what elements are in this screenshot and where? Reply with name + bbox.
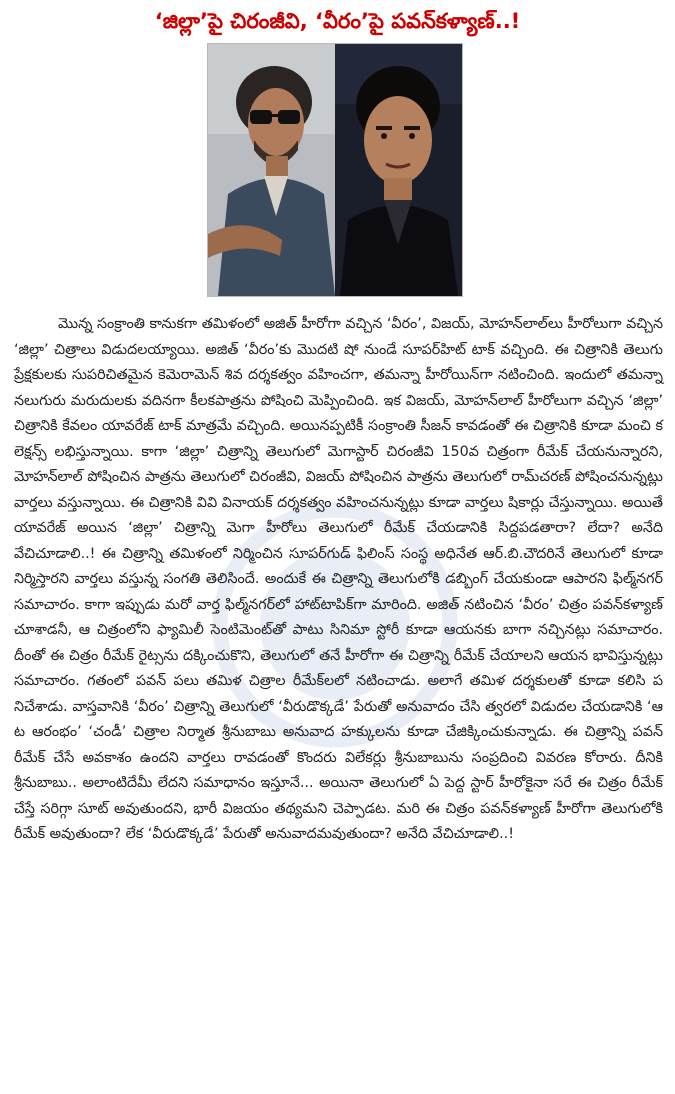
sunglasses-man-portrait-icon [208,44,335,296]
article-body: మొన్న సంక్రాంతి కానుకగా తమిళంలో అజిత్‌ హీరోగా వచ్చిన ‘వీరం’, విజయ్‌, మోహన్‌లాల్‌లు హీరోలుగా వచ్చిన ‘జిల్లా’ చిత్రాలు విడుదలయ్యాయి. అజిత్‌ ‘వీరం’కు మొదటి షో నుండే సూపర్‌హిట్‌ టాక్‌ వచ్చింది. ఈ చిత్రానికి తెలుగు ప్రేక్షకులకు సుపరిచితమైన కెమెరామెన్‌ శివ దర్శకత్వం వహించగా, తమన్నా హీరోయిన్‌గా నటించింది. ఇందులో తమన్నా నలుగురు మరుదులకు వదినగా కీలకపాత్రను పోషించి మెప్పించింది. ఇక విజయ్‌, మోహన్‌లాల్‌ హీరోలుగా వచ్చిన ‘జిల్లా’ చిత్రానికి కేవలం యావరేజ్‌ టాక్‌ మాత్రమే వచ్చింది. అయినప్పటికీ సంక్రాంతి సీజన్‌ కావడంతో ఈ చిత్రానికి కూడా మంచి కలెక్షన్స్‌ లభిస్తున్నాయి. కాగా ‘జిల్లా’ చిత్రాన్ని తెలుగులో మెగాస్టార్‌ చిరంజీవి 150వ చిత్రంగా రీమేక్‌ చేయనున్నారని, మోహన్‌లాల్‌ పోషించిన పాత్రను తెలుగులో చిరంజీవి, విజయ్‌ పోషించిన పాత్రను తెలుగులో రామ్‌చరణ్‌ పోషించనున్నట్లు వార్తలు వస్తున్నాయి. ఈ చిత్రానికి వివి వినాయక్‌ దర్శకత్వం వహించనున్నట్లు కూడా వార్తలు షికార్లు చేస్తున్నాయి. అయితే యావరేజ్‌ అయిన ‘జిల్లా’ చిత్రాన్ని మెగా హీరోలు తెలుగులో రీమేక్‌ చేయడానికి సిద్దపడతారా? లేదా? అనేది వేచిచూడాలి..! ఈ చిత్రాన్ని తమిళంలో నిర్మించిన సూపర్‌గుడ్‌ ఫిలింస్‌ సంస్థ అధినేత ఆర్‌.బి.చౌదరినే తెలుగులో కూడా నిర్మిస్తారని వార్తలు వస్తున్న సంగతి తెలిసిందే. అందుకే ఈ చిత్రాన్ని తెలుగులోకి డబ్బింగ్‌ చేయకుండా ఆపారని ఫిల్మ్‌నగర్‌ సమాచారం. కాగా ఇప్పుడు మరో వార్త ఫిల్మ్‌నగర్‌లో హాట్‌టాపిక్‌గా మారింది. అజిత్‌ నటించిన ‘వీరం’ చిత్రం పవన్‌కళ్యాణ్‌ చూశాడనీ, ఆ చిత్రంలోని ఫ్యామిలీ సెంటిమెంట్‌తో పాటు సినిమా స్టోరీ కూడా ఆయనకు బాగా నచ్చినట్లు సమాచారం. దీంతో ఈ చిత్రం రీమేక్‌ రైట్సను దక్కించుకొని, తెలుగులో తనే హీరోగా ఈ చిత్రాన్ని రీమేక్‌ చేయాలని ఆయన భావిస్తున్నట్లు సమాచారం. గతంలో పవన్‌ పలు తమిళ చిత్రాల రీమేక్‌లలో నటించాడు. అలాగే తమిళ దర్శకులతో కూడా కలిసి పనిచేశాడు. వాస్తవానికి ‘వీరం’ చిత్రాన్ని తెలుగులో ‘వీరుడొక్కడే’ పేరుతో అనువాదం చేసి త్వరలో విడుదల చేయడానికి ‘ఆట ఆరంభం’ ‘చండీ’ చిత్రాల నిర్మాత శ్రీనుబాబు అనువాద హక్కులను కూడా చేజిక్కించుకున్నాడు. ఈ చిత్రాన్ని పవన్‌ రీమేక్‌ చేసే అవకాశం ఉందని వార్తలు రావడంతో కొందరు విలేకర్లు శ్రీనుబాబును సంప్రదించి వివరణ కోరారు. దీనికి శ్రీనుబాబు.. అలాంటిదేమీ లేదని సమాధానం ఇస్తూనే... అయినా తెలుగులో ఏ పెద్ద స్టార్‌ హీరోకైనా సరే ఈ చిత్రం రీమేక్‌ చేస్తే సరిగ్గా సూట్‌ అవుతుందని, భారీ విజయం తథ్యమని చెప్పాడట. మరి ఈ చిత్రం పవన్‌కళ్యాణ్‌ హీరోగా తెలుగులోకి రీమేక్‌ అవుతుందా? లేక ‘వీరుడొక్కడే’ పేరుతో అనువాదమవుతుందా? అనేది వేచిచూడాలి..! [14,316,663,842]
man-portrait-dark-background-icon [335,44,462,296]
article-photo [207,43,463,297]
page-title: ‘జిల్లా’పై చిరంజీవి, ‘వీరం’పై పవన్‌కళ్యాణ్‌..! [154,9,521,33]
